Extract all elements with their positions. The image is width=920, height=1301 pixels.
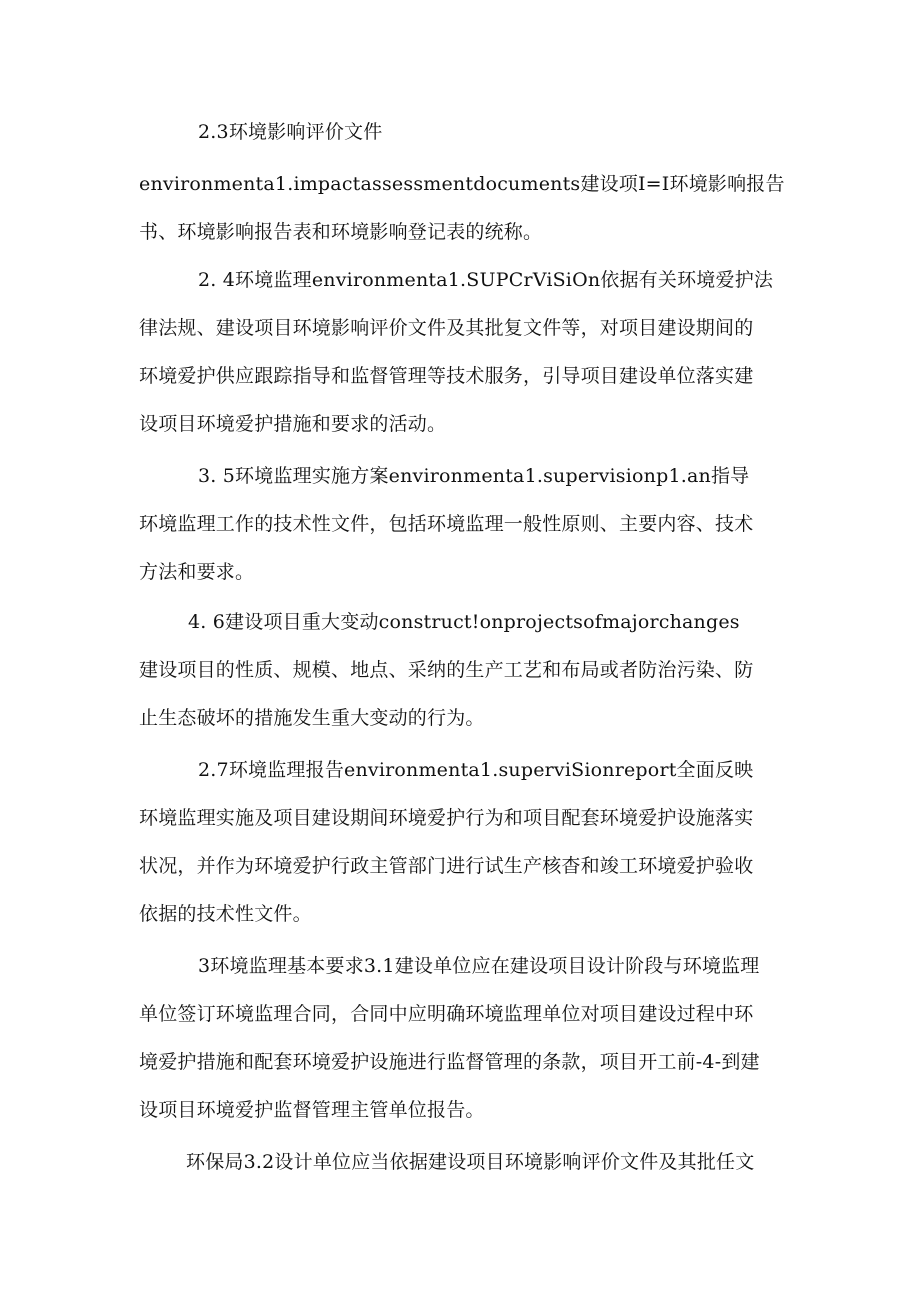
text-line: 方法和要求。	[139, 561, 255, 583]
text-line: 止生态破坏的措施发生重大变动的行为。	[139, 707, 485, 729]
text-line: 3环境监理基本要求3.1建设单位应在建设项目设计阶段与环境监理	[198, 955, 760, 977]
text-line: 律法规、建设项目环境影响评价文件及其批复文件等，对项目建设期间的	[139, 317, 754, 339]
text-line: 2.7环境监理报告environmenta1.superviSionreport全面反映	[198, 759, 754, 781]
text-line: 单位签订环境监理合同，合同中应明确环境监理单位对项目建设过程中环	[139, 1003, 754, 1025]
text-line: 依据的技术性文件。	[139, 903, 312, 925]
text-line: 环境监理工作的技术性文件，包括环境监理一般性原则、主要内容、技术	[139, 513, 754, 535]
text-line: 环境爱护供应跟踪指导和监督管理等技术服务，引导项目建设单位落实建	[139, 365, 754, 387]
text-line: 2.3环境影响评价文件	[198, 121, 383, 143]
text-line: 3. 5环境监理实施方案environmenta1.supervisionp1.an指导	[198, 465, 750, 487]
text-line: 境爱护措施和配套环境爱护设施进行监督管理的条款，项目开工前-4-到建	[139, 1051, 760, 1073]
text-line: 书、环境影响报告表和环境影响登记表的统称。	[139, 221, 543, 243]
text-line: 环境监理实施及项目建设期间环境爱护行为和项目配套环境爱护设施落实	[139, 807, 754, 829]
text-line: 设项目环境爱护措施和要求的活动。	[139, 413, 447, 435]
text-line: 环保局3.2设计单位应当依据建设项目环境影响评价文件及其批任文	[186, 1151, 755, 1173]
text-line: 4. 6建设项目重大变动construct!onprojectsofmajorchanges	[188, 611, 740, 633]
text-line: 设项目环境爱护监督管理主管单位报告。	[139, 1099, 485, 1121]
text-line: 状况，并作为环境爱护行政主管部门进行试生产核杳和竣工环境爱护验收	[139, 855, 754, 877]
text-line: 建设项目的性质、规模、地点、采纳的生产工艺和布局或者防治污染、防	[139, 659, 754, 681]
text-line: environmenta1.impactassessmentdocuments建设项I=I环境影响报告	[139, 173, 785, 195]
text-line: 2. 4环境监理environmenta1.SUPCrViSiOn依据有关环境爱护法	[198, 269, 774, 291]
